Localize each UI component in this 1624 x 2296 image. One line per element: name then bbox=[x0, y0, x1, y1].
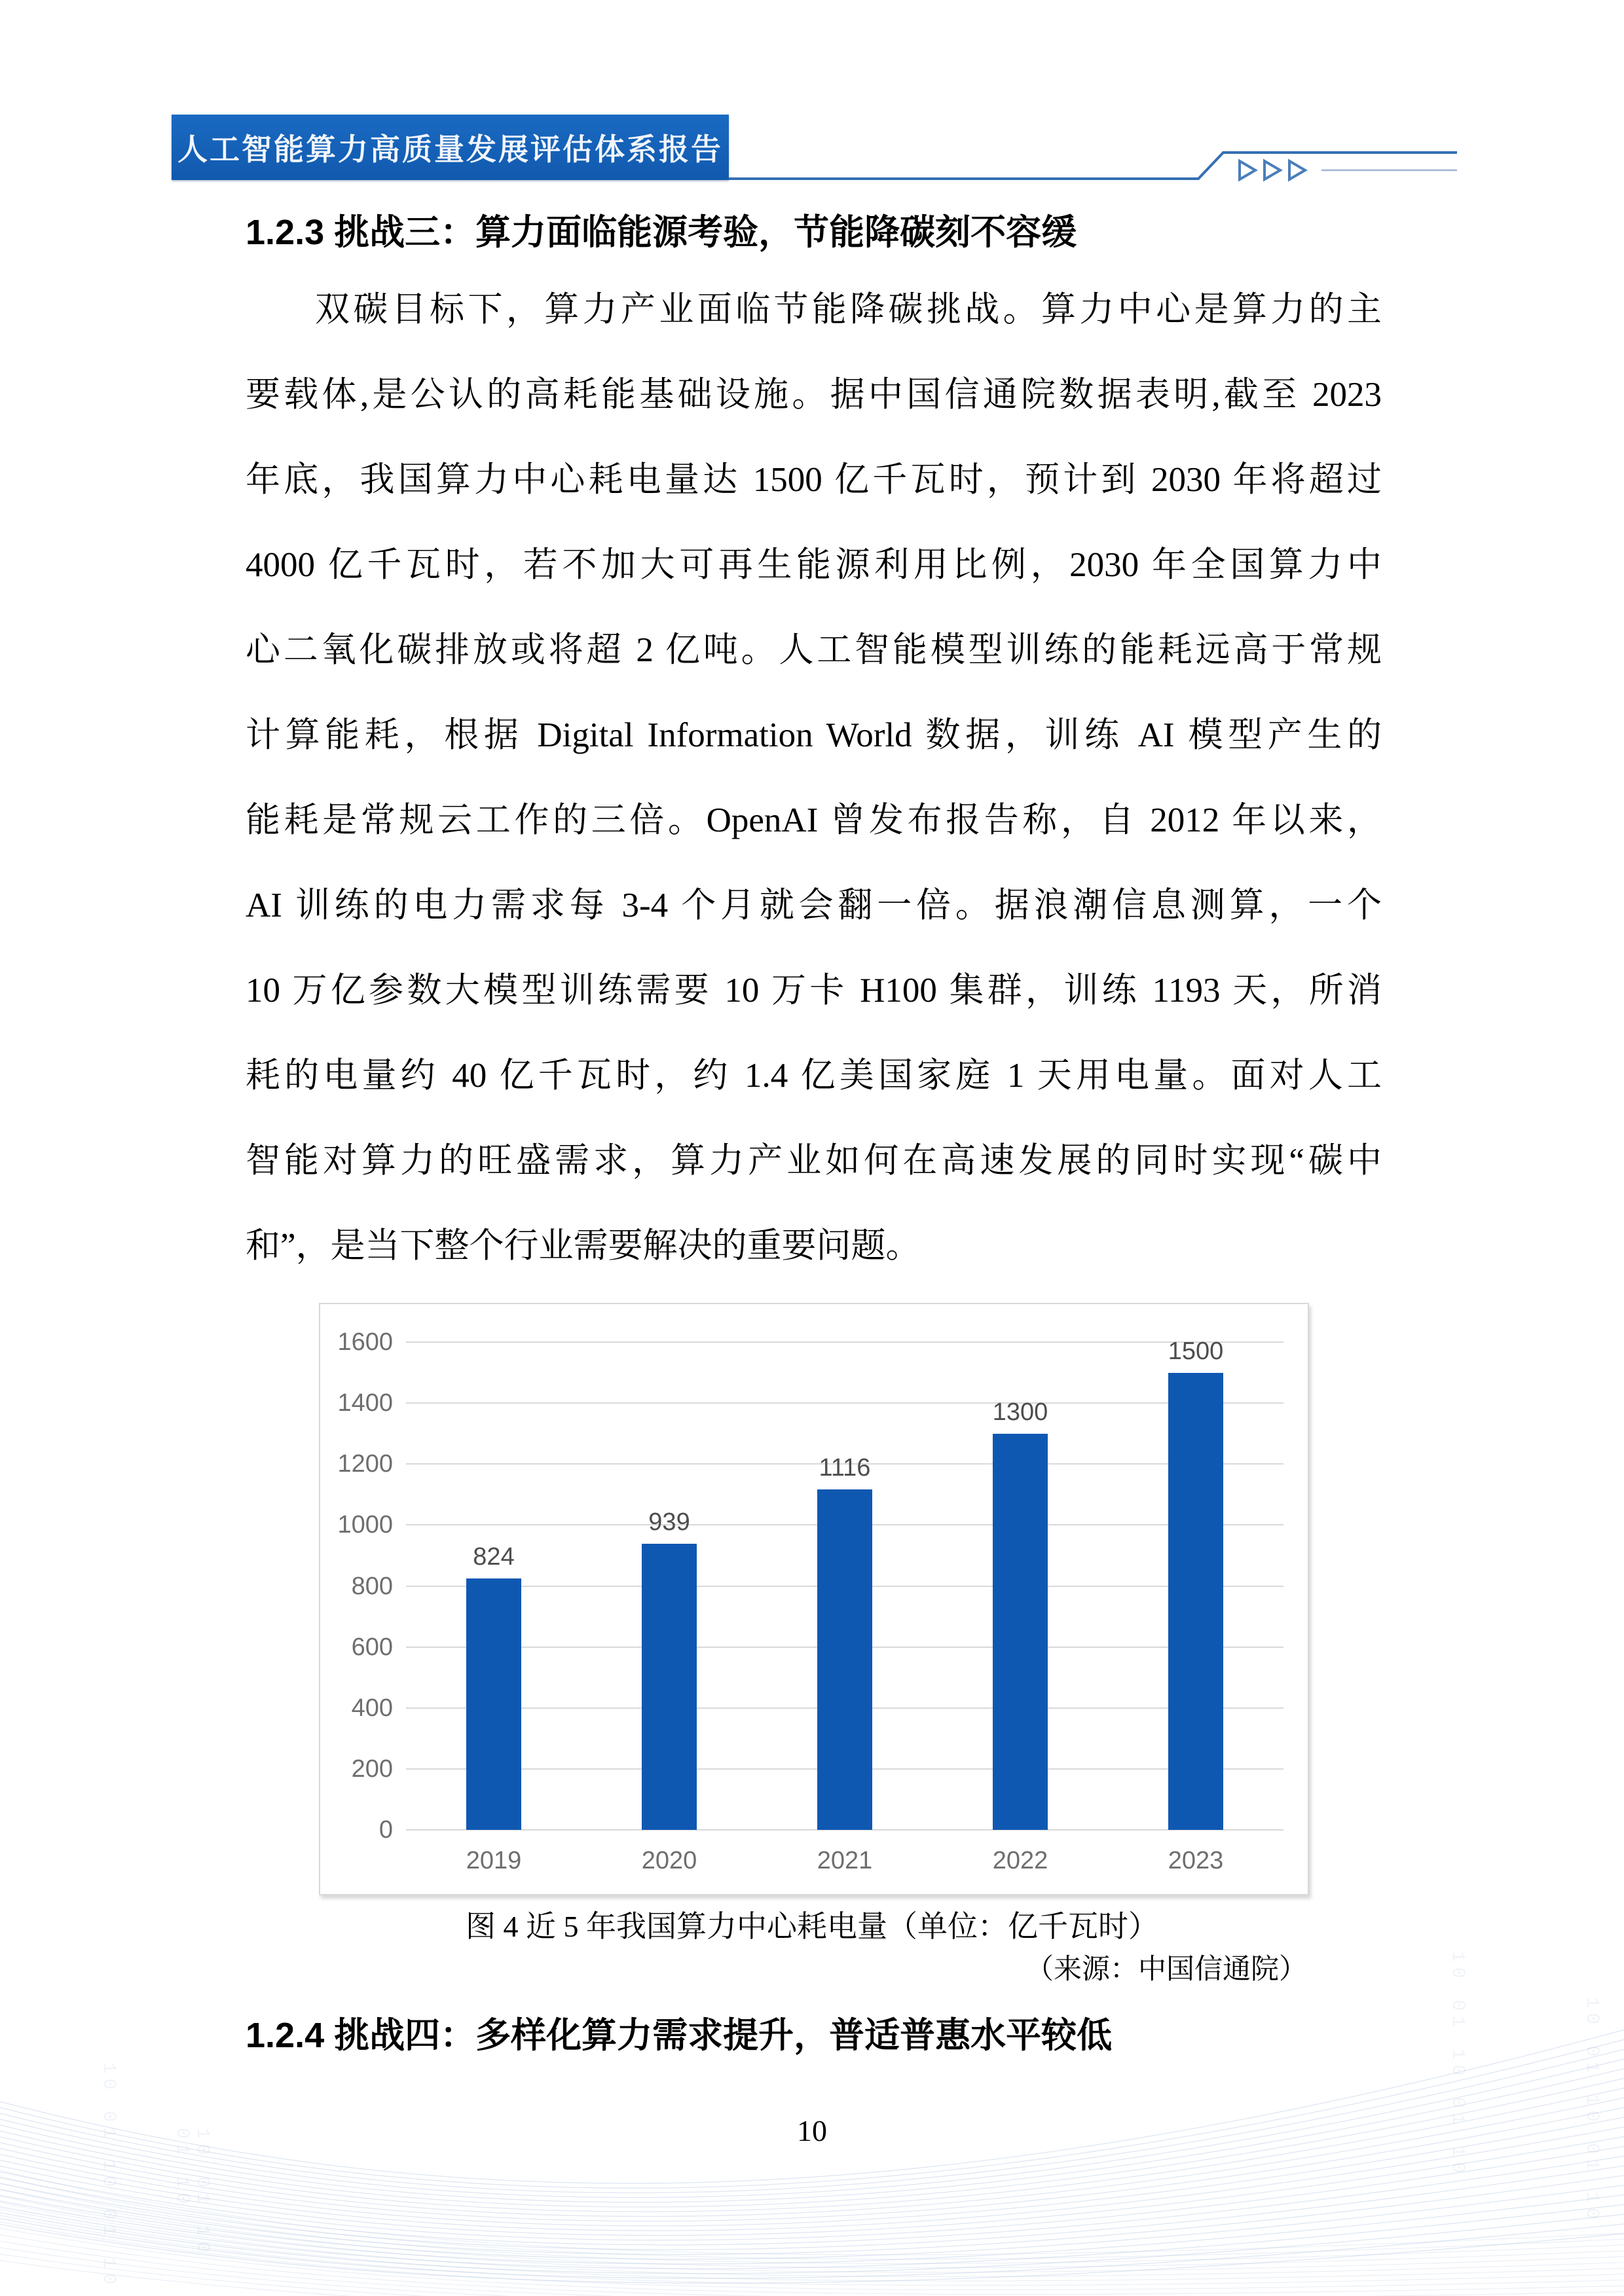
bar-value-label: 1500 bbox=[1168, 1337, 1224, 1365]
swoosh-curve bbox=[0, 2226, 1624, 2294]
swoosh-curve bbox=[0, 2167, 1624, 2255]
swoosh-curve bbox=[0, 2246, 1624, 2296]
figure-caption: 图 4 近 5 年我国算力中心耗电量（单位：亿千瓦时） bbox=[466, 1910, 1158, 1943]
triangle-icon bbox=[1289, 161, 1305, 179]
bar-value-label: 1116 bbox=[819, 1454, 871, 1482]
y-axis-tick-label: 1200 bbox=[337, 1450, 393, 1478]
swoosh-decoration bbox=[0, 2016, 1624, 2296]
x-axis-tick-label: 2020 bbox=[641, 1847, 697, 1874]
paragraph-line: 4000 亿千瓦时，若不加大可再生能源利用比例，2030 年全国算力中 bbox=[246, 546, 1382, 584]
y-axis-tick-label: 200 bbox=[351, 1755, 393, 1783]
y-axis-tick-label: 1400 bbox=[337, 1389, 393, 1417]
swoosh-curve bbox=[0, 2193, 1624, 2264]
binary-texture: 10 01 10 01 10 bbox=[172, 2128, 212, 2258]
report-title-banner bbox=[172, 115, 729, 180]
triangle-icon bbox=[1240, 161, 1255, 179]
swoosh-curve bbox=[0, 2164, 1624, 2250]
paragraph-line: 年底，我国算力中心耗电量达 1500 亿千瓦时，预计到 2030 年将超过 bbox=[246, 461, 1382, 499]
page-number: 10 bbox=[797, 2114, 827, 2147]
swoosh-curve bbox=[0, 2180, 1624, 2263]
bar-chart-figure bbox=[319, 1303, 1309, 1895]
swoosh-curve bbox=[0, 2232, 1624, 2296]
bar-2021 bbox=[817, 1489, 872, 1830]
y-axis-tick-label: 0 bbox=[378, 1816, 393, 1844]
swoosh-curve bbox=[0, 2203, 1624, 2269]
swoosh-curve bbox=[0, 2193, 1624, 2272]
bar-2023 bbox=[1168, 1373, 1223, 1830]
gridline bbox=[406, 1402, 1283, 1404]
swoosh-curve bbox=[0, 2174, 1624, 2254]
body-paragraph bbox=[246, 267, 1382, 1288]
binary-texture: 10 01 10 01 10 bbox=[1581, 1997, 1602, 2225]
report-title: 人工智能算力高质量发展评估体系报告 bbox=[177, 132, 723, 166]
bar-2019 bbox=[466, 1578, 521, 1830]
swoosh-curve bbox=[0, 2252, 1624, 2296]
y-axis-tick-label: 1000 bbox=[337, 1511, 393, 1539]
paragraph-line: 能耗是常规云工作的三倍。OpenAI 曾发布报告称，自 2012 年以来， bbox=[246, 801, 1382, 839]
bar-value-label: 939 bbox=[648, 1508, 690, 1536]
swoosh-curve bbox=[0, 2174, 1624, 2259]
paragraph-line: 智能对算力的旺盛需求，算力产业如何在高速发展的同时实现“碳中 bbox=[246, 1142, 1382, 1180]
paragraph-line: 计算能耗，根据 Digital Information World 数据，训练 AI 模型产生的 bbox=[246, 716, 1382, 754]
swoosh-curve bbox=[0, 2187, 1624, 2268]
paragraph-line: 双碳目标下，算力产业面临节能降碳挑战。算力中心是算力的主 bbox=[315, 291, 1382, 329]
paragraph-line: AI 训练的电力需求每 3-4 个月就会翻一倍。据浪潮信息测算，一个 bbox=[246, 886, 1382, 924]
binary-texture: 10 01 10 01 10 bbox=[1447, 1951, 1467, 2179]
swoosh-curve bbox=[0, 2036, 1624, 2188]
section-heading-123: 1.2.3 挑战三：算力面临能源考验，节能降碳刻不容缓 bbox=[246, 213, 1077, 252]
swoosh-curve bbox=[0, 2183, 1624, 2259]
paragraph-line: 心二氧化碳排放或将超 2 亿吨。人工智能模型训练的能耗远高于常规 bbox=[246, 631, 1382, 669]
swoosh-curve bbox=[0, 2144, 1624, 2240]
swoosh-curve bbox=[0, 2216, 1624, 2278]
figure-source: （来源：中国信通院） bbox=[1025, 1954, 1307, 1985]
swoosh-curve bbox=[0, 2213, 1624, 2286]
swoosh-curve bbox=[0, 2085, 1624, 2212]
swoosh-curve bbox=[0, 2210, 1624, 2274]
y-axis-tick-label: 400 bbox=[351, 1694, 393, 1722]
x-axis-tick-label: 2022 bbox=[992, 1847, 1048, 1874]
swoosh-curve bbox=[0, 2219, 1624, 2290]
bar-2020 bbox=[642, 1544, 697, 1830]
y-axis-tick-label: 1600 bbox=[337, 1328, 393, 1356]
binary-texture: 10 01 10 01 10 bbox=[98, 2062, 119, 2290]
swoosh-curve bbox=[0, 2259, 1624, 2296]
bar-value-label: 824 bbox=[473, 1543, 515, 1571]
x-axis-tick-label: 2019 bbox=[466, 1847, 522, 1874]
bar-value-label: 1300 bbox=[992, 1398, 1048, 1426]
swoosh-curve bbox=[0, 2154, 1624, 2245]
triangle-icon bbox=[1264, 161, 1280, 179]
swoosh-curve bbox=[0, 2134, 1624, 2235]
paragraph-line: 10 万亿参数大模型训练需要 10 万卡 H100 集群，训练 1193 天，所消 bbox=[246, 972, 1382, 1010]
y-axis-tick-label: 600 bbox=[351, 1633, 393, 1661]
swoosh-curve bbox=[0, 2200, 1624, 2276]
paragraph-line: 要载体,是公认的高耗能基础设施。据中国信通院数据表明,截至 2023 bbox=[246, 376, 1382, 414]
swoosh-curve bbox=[0, 2206, 1624, 2281]
swoosh-curve bbox=[0, 2239, 1624, 2296]
y-axis-tick-label: 800 bbox=[351, 1572, 393, 1600]
swoosh-curve bbox=[0, 2222, 1624, 2283]
x-axis-tick-label: 2023 bbox=[1168, 1847, 1224, 1874]
header-decoration bbox=[729, 143, 1470, 195]
paragraph-line: 耗的电量约 40 亿千瓦时，约 1.4 亿美国家庭 1 天用电量。面对人工 bbox=[246, 1057, 1382, 1095]
bar-2022 bbox=[993, 1434, 1048, 1830]
paragraph-line: 和”，是当下整个行业需要解决的重要问题。 bbox=[246, 1227, 921, 1265]
section-heading-124: 1.2.4 挑战四：多样化算力需求提升，普适普惠水平较低 bbox=[246, 2016, 1113, 2055]
header-rule-line bbox=[729, 153, 1457, 179]
x-axis-tick-label: 2021 bbox=[817, 1847, 873, 1874]
chart-plot-area bbox=[337, 1328, 1283, 1874]
